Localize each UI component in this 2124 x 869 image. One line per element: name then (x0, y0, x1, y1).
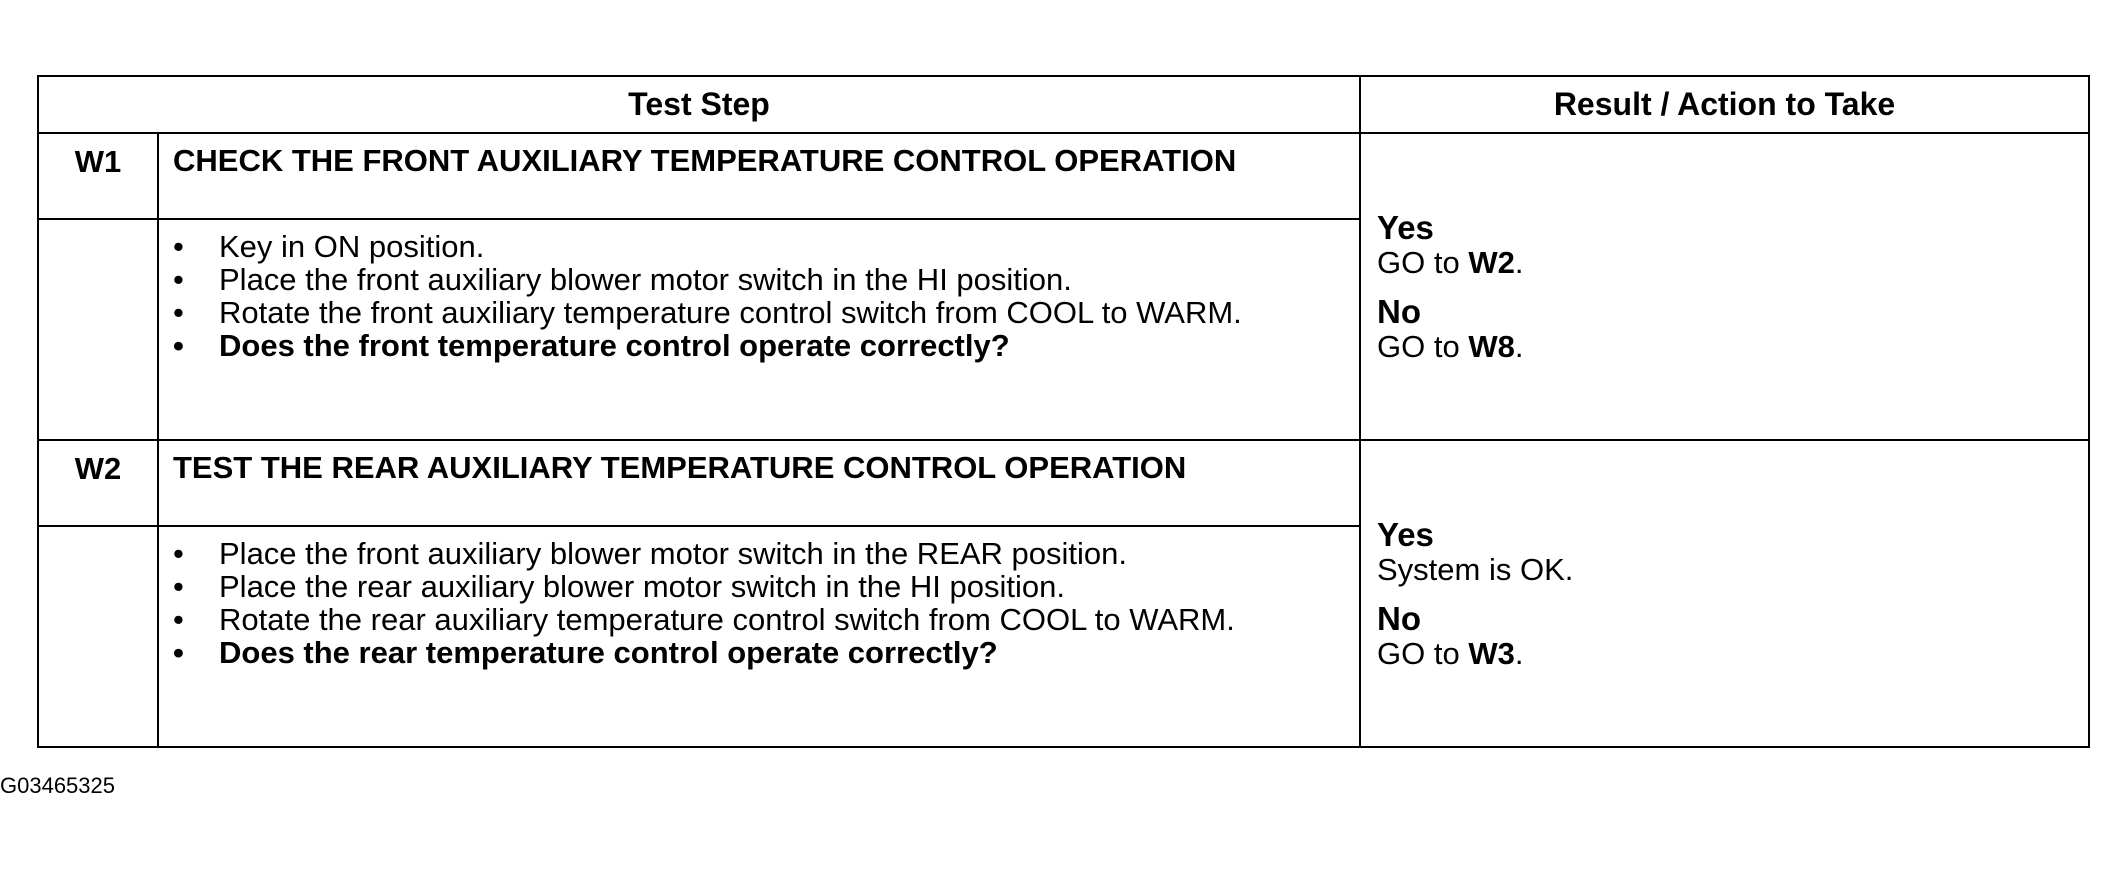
step-title: TEST THE REAR AUXILIARY TEMPERATURE CONTROL OPERATION (158, 440, 1360, 526)
list-item: • Place the rear auxiliary blower motor switch in the HI position. (173, 569, 1065, 604)
result-yes-label: Yes (1377, 515, 1434, 553)
step-title-row (38, 440, 2089, 526)
result-no-label: No (1377, 292, 1421, 330)
result-cell (1360, 133, 2089, 440)
step-question: • Does the front temperature control operate correctly? (173, 328, 1010, 363)
header-result: Result / Action to Take (1360, 76, 2089, 133)
step-id-blank (38, 526, 158, 747)
list-item: • Rotate the rear auxiliary temperature control switch from COOL to WARM. (173, 602, 1235, 637)
step-id: W1 (38, 133, 158, 219)
header-test-step: Test Step (38, 76, 1360, 133)
step-bullets (159, 230, 1339, 362)
result-no-action: GO to W8. (1377, 328, 1524, 364)
result-cell (1360, 440, 2089, 747)
diagnostic-table (37, 75, 2090, 748)
step-title: CHECK THE FRONT AUXILIARY TEMPERATURE CONTROL OPERATION (158, 133, 1360, 219)
step-id: W2 (38, 440, 158, 526)
list-item: • Rotate the front auxiliary temperature control switch from COOL to WARM. (173, 295, 1242, 330)
step-body (158, 526, 1360, 747)
result-yes-action: System is OK. (1377, 551, 1574, 587)
step-title-row (38, 133, 2089, 219)
figure-id: G03465325 (0, 773, 115, 798)
step-ref: W3 (1468, 635, 1515, 671)
list-item: • Key in ON position. (173, 229, 485, 264)
step-bullets (159, 537, 1339, 669)
step-ref: W8 (1468, 328, 1515, 364)
result-no-action: GO to W3. (1377, 635, 1524, 671)
result-yes-label: Yes (1377, 208, 1434, 246)
result-no-label: No (1377, 599, 1421, 637)
step-body (158, 219, 1360, 440)
step-id-blank (38, 219, 158, 440)
header-row (38, 76, 2089, 133)
list-item: • Place the front auxiliary blower motor switch in the REAR position. (173, 536, 1128, 571)
result-yes-action: GO to W2. (1377, 244, 1524, 280)
step-ref: W2 (1468, 244, 1515, 280)
step-question: • Does the rear temperature control operate correctly? (173, 635, 998, 670)
list-item: • Place the front auxiliary blower motor switch in the HI position. (173, 262, 1072, 297)
